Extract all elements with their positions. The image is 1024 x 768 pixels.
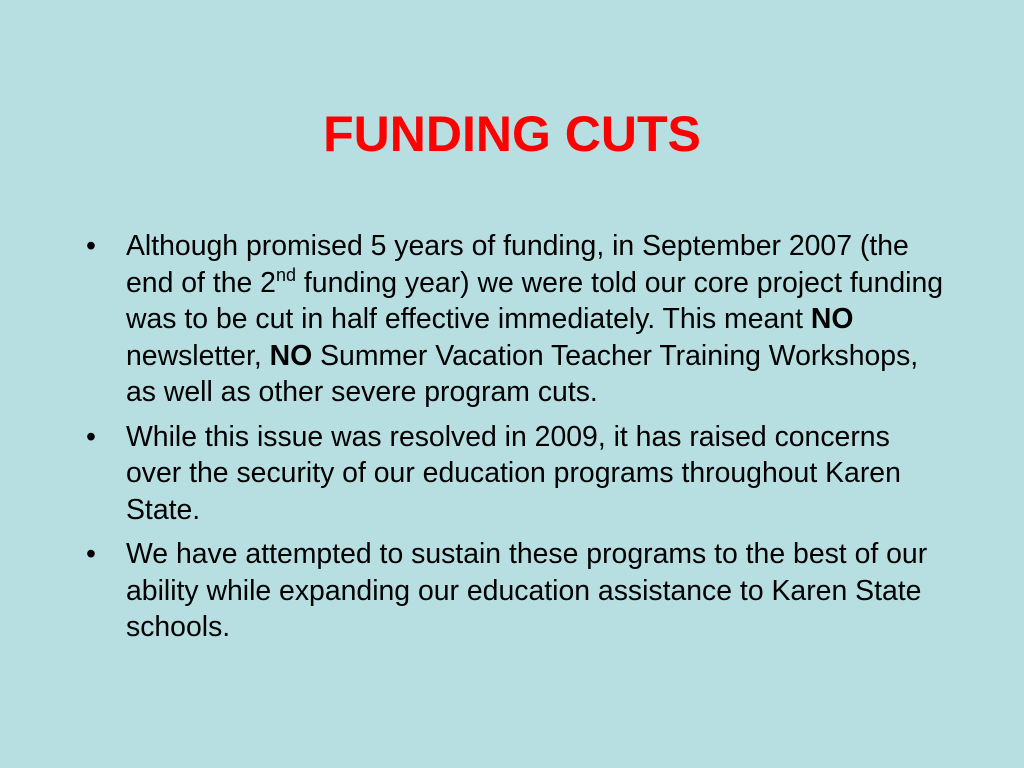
bullet-list <box>86 228 946 654</box>
bullet-text: While this issue was resolved in 2009, it has raised concerns over the security of our education programs throughout Karen State. <box>126 420 901 526</box>
bullet-text-part: funding year) we were told our core project funding was to be cut in half effective immediately. This meant <box>126 266 944 335</box>
bullet-dot-icon: • <box>86 420 96 453</box>
bullet-text: We have attempted to sustain these programs to the best of our ability while expanding our education assistance to Karen State schools. <box>126 538 928 643</box>
bullet-text-part: newsletter, <box>126 339 270 372</box>
bullet-item-sustain-programs <box>86 536 946 646</box>
bullet-dot-icon: • <box>86 538 96 570</box>
bullet-item-issue-resolved <box>86 419 946 529</box>
bullet-dot-icon: • <box>86 230 96 262</box>
slide-title: FUNDING CUTS <box>323 106 701 162</box>
ordinal-superscript: nd <box>275 264 296 285</box>
emphasis-no-newsletter: NO <box>810 303 854 335</box>
bullet-text-part: Summer Vacation Teacher Training Workshops, as well as other severe program cuts. <box>126 339 919 408</box>
bullet-text-part: Although promised 5 years of funding, in September 2007 (the end of the 2 <box>126 230 909 299</box>
bullet-item-funding-promise <box>86 228 946 411</box>
emphasis-no-workshops: NO <box>269 339 313 372</box>
